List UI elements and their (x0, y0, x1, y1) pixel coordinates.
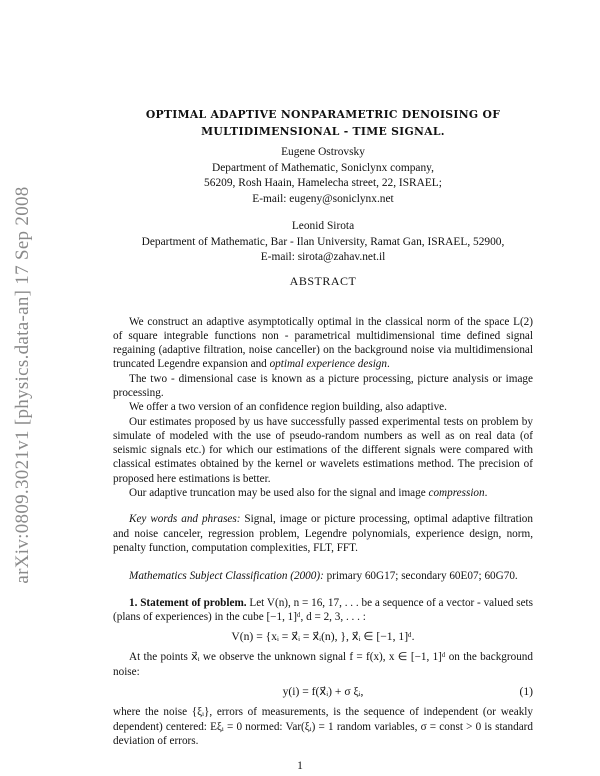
section-1-paragraph: At the points x⃗ᵢ we observe the unknown signal f = f(x), x ∈ [−1, 1]ᵈ on the background noise: (113, 651, 533, 678)
abstract-paragraph: Our estimates proposed by us have successfully passed experimental tests on problem by simulate of modeled with the use of pseudo-random numbers as well as on real data (of seismic signals etc.) for which our estimations of the different signals were compared with classical estimates obtained by the kernel or wavelets estimations method. The precision of proposed here estimations is better. (113, 415, 533, 485)
abstract-paragraph: The two - dimensional case is known as a picture processing, picture analysis or image processing. (113, 372, 533, 399)
msc-classification: Mathematics Subject Classification (2000): primary 60G17; secondary 60E07; 60G70. (129, 570, 518, 583)
keywords: Key words and phrases: Signal, image or picture processing, optimal adaptive filtration and noise canceler, regression problem, Legendre polynomials, experience design, norm, penalty function, computation complexities, FLT, FFT. (113, 513, 533, 554)
author-affiliation: Department of Mathematic, Bar - Ilan University, Ramat Gan, ISRAEL, 52900, (141, 235, 505, 248)
arxiv-id: arXiv:0809.3021v1 [physics.data-an] 17 Sep 2008 (12, 186, 33, 584)
author-block-1 (113, 145, 533, 207)
section-heading: 1. Statement of problem. (129, 596, 247, 609)
abstract-paragraph: We offer a two version of an confidence region building, also adaptive. (129, 401, 447, 414)
section-1-paragraph: where the noise {ξᵢ}, errors of measurements, is the sequence of independent (or weakly dependent) centered: Eξᵢ = 0 normed: Var(ξᵢ) = 1 random variables, σ = const > 0 is standard deviation of errors. (113, 706, 533, 747)
arxiv-sidebar (10, 170, 36, 600)
msc-label: Mathematics Subject Classification (2000): (129, 570, 324, 583)
abstract-paragraph: Our adaptive truncation may be used also for the signal and image compression. (129, 487, 488, 500)
keywords-label: Key words and phrases: (129, 513, 241, 526)
abstract-body (113, 315, 533, 749)
page-number: 1 (297, 760, 303, 772)
equation-number: (1) (519, 685, 533, 699)
author-address: 56209, Rosh Haain, Hamelecha street, 22, ISRAEL; (204, 177, 442, 189)
section-1-intro: 1. Statement of problem. Let V(n), n = 16, 17, . . . be a sequence of a vector - valued sets (plans of experiences) in the cube [−1, 1]ᵈ, d = 2, 3, . . . : (113, 596, 533, 623)
abstract-heading: ABSTRACT (289, 273, 357, 288)
equation-plan: V(n) = {xᵢ = x⃗ᵢ = x⃗ᵢ(n), }, x⃗ᵢ ∈ [−1, 1]ᵈ. (231, 630, 415, 644)
abstract-paragraph: We construct an adaptive asymptotically optimal in the classical norm of the space L(2) of square integrable functions non - parametrical multidimensional time defined signal regaining (adaptive filtration, noise canceller) on the background noise via multidimensional truncated Legendre expansion and optimal experience design. (113, 315, 533, 371)
title-line-1: OPTIMAL ADAPTIVE NONPARAMETRIC DENOISING OF (145, 108, 501, 121)
author-email: E-mail: eugeny@soniclynx.net (252, 192, 394, 205)
equation-1: y(i) = f(x⃗ᵢ) + σ ξᵢ, (1) (282, 685, 533, 699)
author-block-2 (89, 219, 557, 266)
author-name: Eugene Ostrovsky (281, 146, 365, 158)
paper-page (113, 106, 533, 748)
paper-title (113, 106, 533, 140)
author-email: E-mail: sirota@zahav.net.il (260, 251, 386, 263)
title-line-2: MULTIDIMENSIONAL - TIME SIGNAL. (201, 125, 445, 138)
author-name: Leonid Sirota (291, 220, 355, 232)
author-affiliation: Department of Mathematic, Soniclynx company, (212, 161, 434, 174)
